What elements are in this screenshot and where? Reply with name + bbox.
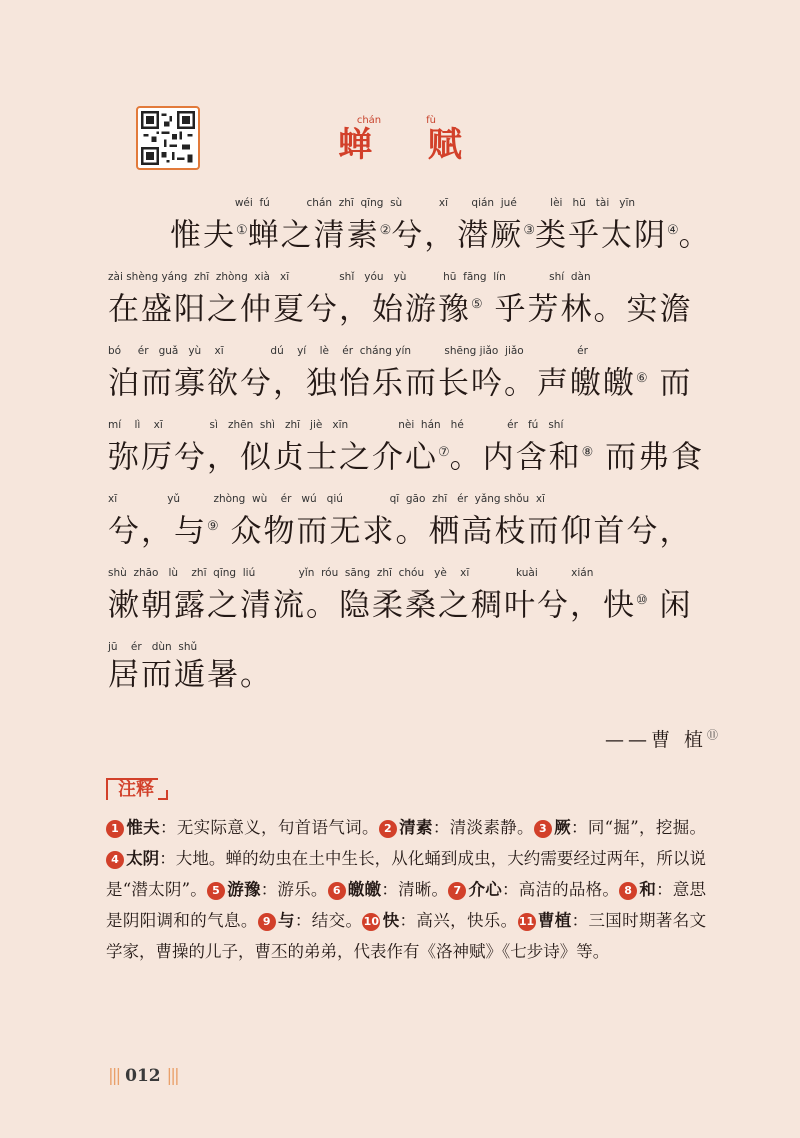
poem-line [108,271,718,345]
note-item [258,911,363,930]
poem-line-text: 漱朝露之清流。隐柔桑之稠叶兮，快⑩ 闲 [108,587,693,624]
footnote-marker: ① [236,223,248,238]
note-text: ：无实际意义，句首语气词。 [160,818,379,837]
footnote-marker: ⑥ [636,371,648,386]
poem-line-pinyin: shù zhāo lù zhī qīng liú yǐn róu sāng zhī chóu yè xī kuài xián [108,567,594,579]
poem-line-text: 在盛阳之仲夏兮，始游豫⑤ 乎芳林。实澹 [108,291,693,328]
note-term: 快 [382,911,400,930]
note-text: ：高洁的品格。 [501,880,620,899]
note-item [207,880,328,899]
poem-line-text: 兮，与⑨ 众物而无求。栖高枝而仰首兮， [108,513,693,550]
poem-line-text: 居而遁暑。 [108,657,273,693]
note-term: 介心 [468,880,502,899]
poem-line-text: 惟夫①蝉之清素②兮，潜厥③类乎太阴④。 [170,217,712,254]
footnote-marker: ④ [666,223,679,238]
note-text: ：清晰。 [381,880,449,899]
author-name: ——曹 植 [604,729,707,751]
note-text: ：高兴，快乐。 [399,911,518,930]
poem-body [108,197,718,715]
note-term: 游豫 [227,880,261,899]
note-number: 9 [258,913,276,931]
note-number: 7 [448,882,466,900]
poem-line [108,641,718,715]
poem-line [108,419,718,493]
note-item [379,818,534,837]
poem-line-pinyin: mí lì xī sì zhēn shì zhī jiè xīn nèi hán hé ér fú shí [108,419,564,431]
poem-line-pinyin: wéi fú chán zhī qīng sù xī qián jué lèi hū tài yīn [108,197,636,209]
author-credit [605,725,718,752]
poem-line [108,567,718,641]
note-term: 曹植 [537,911,572,930]
poem-line [108,345,718,419]
note-text: ：清淡素静。 [432,818,534,837]
note-term: 厥 [553,818,571,837]
title-block [0,115,800,164]
note-term: 惟夫 [126,818,160,837]
note-number: 11 [518,913,536,931]
footnote-marker: ③ [523,223,535,238]
note-item [106,818,379,837]
note-item [534,818,706,837]
title-pinyin-2: fù [426,115,436,126]
note-term: 和 [639,880,657,899]
note-text: ：结交。 [294,911,363,930]
note-item [362,911,517,930]
poem-line [108,493,718,567]
footnote-marker: ⑦ [438,445,450,460]
notes-heading: 注释 [106,778,158,800]
footnote-marker: ⑪ [707,728,718,742]
page-ornament-right: ||| [166,1066,178,1086]
note-text: ：意思是阴阳调和的气息。 [106,880,707,930]
footnote-marker: ② [379,223,392,238]
page-ornament-left: ||| [108,1066,120,1086]
note-text: ：三国时期著名文学家，曹操的儿子，曹丕的弟弟，代表作有《洛神赋》《七步诗》等。 [106,911,707,961]
note-number: 1 [106,820,124,838]
note-term: 与 [277,911,295,930]
title-pinyin-1: chán [356,115,382,126]
note-term: 皦皦 [347,880,382,899]
footnote-marker: ⑨ [207,519,219,534]
poem-line [108,197,718,271]
footnote-marker: ⑤ [471,297,483,312]
note-item [448,880,619,899]
note-term: 太阴 [126,849,160,868]
poem-line-pinyin: bó ér guǎ yù xī dú yí lè ér cháng yín shēng jiǎo jiǎo ér [108,345,588,357]
note-number: 5 [207,882,225,900]
note-number: 10 [362,913,380,931]
note-number: 8 [619,882,637,900]
footnote-marker: ⑧ [581,445,594,460]
note-term: 清素 [398,818,433,837]
note-number: 6 [328,882,346,900]
poem-line-text: 弥厉兮，似贞士之介心⑦。内含和⑧ 而弗食 [108,439,705,476]
poem-line-pinyin: xī yǔ zhòng wù ér wú qiú qī gāo zhī ér yǎng shǒu xī [108,493,545,505]
page-title: 蝉 赋 [338,125,484,165]
note-number: 2 [379,820,397,838]
page-number-text: 012 [125,1066,161,1086]
note-text: ：游乐。 [260,880,328,899]
page-number [108,1066,178,1086]
note-item [328,880,449,899]
note-text: ：大地。蝉的幼虫在土中生长，从化蛹到成虫，大约需要经过两年，所以说是“潜太阴”。 [106,849,707,899]
note-number: 3 [534,820,552,838]
note-number: 4 [106,851,124,869]
notes-body [106,812,706,967]
poem-line-pinyin: jū ér dùn shǔ [108,641,198,653]
note-text: ：同“掘”，挖掘。 [571,818,707,837]
poem-line-text: 泊而寡欲兮，独怡乐而长吟。声皦皦⑥ 而 [108,365,693,402]
poem-line-pinyin: zài shèng yáng zhī zhòng xià xī shǐ yóu yù hū fāng lín shí dàn [108,271,591,283]
footnote-marker: ⑩ [636,593,648,608]
